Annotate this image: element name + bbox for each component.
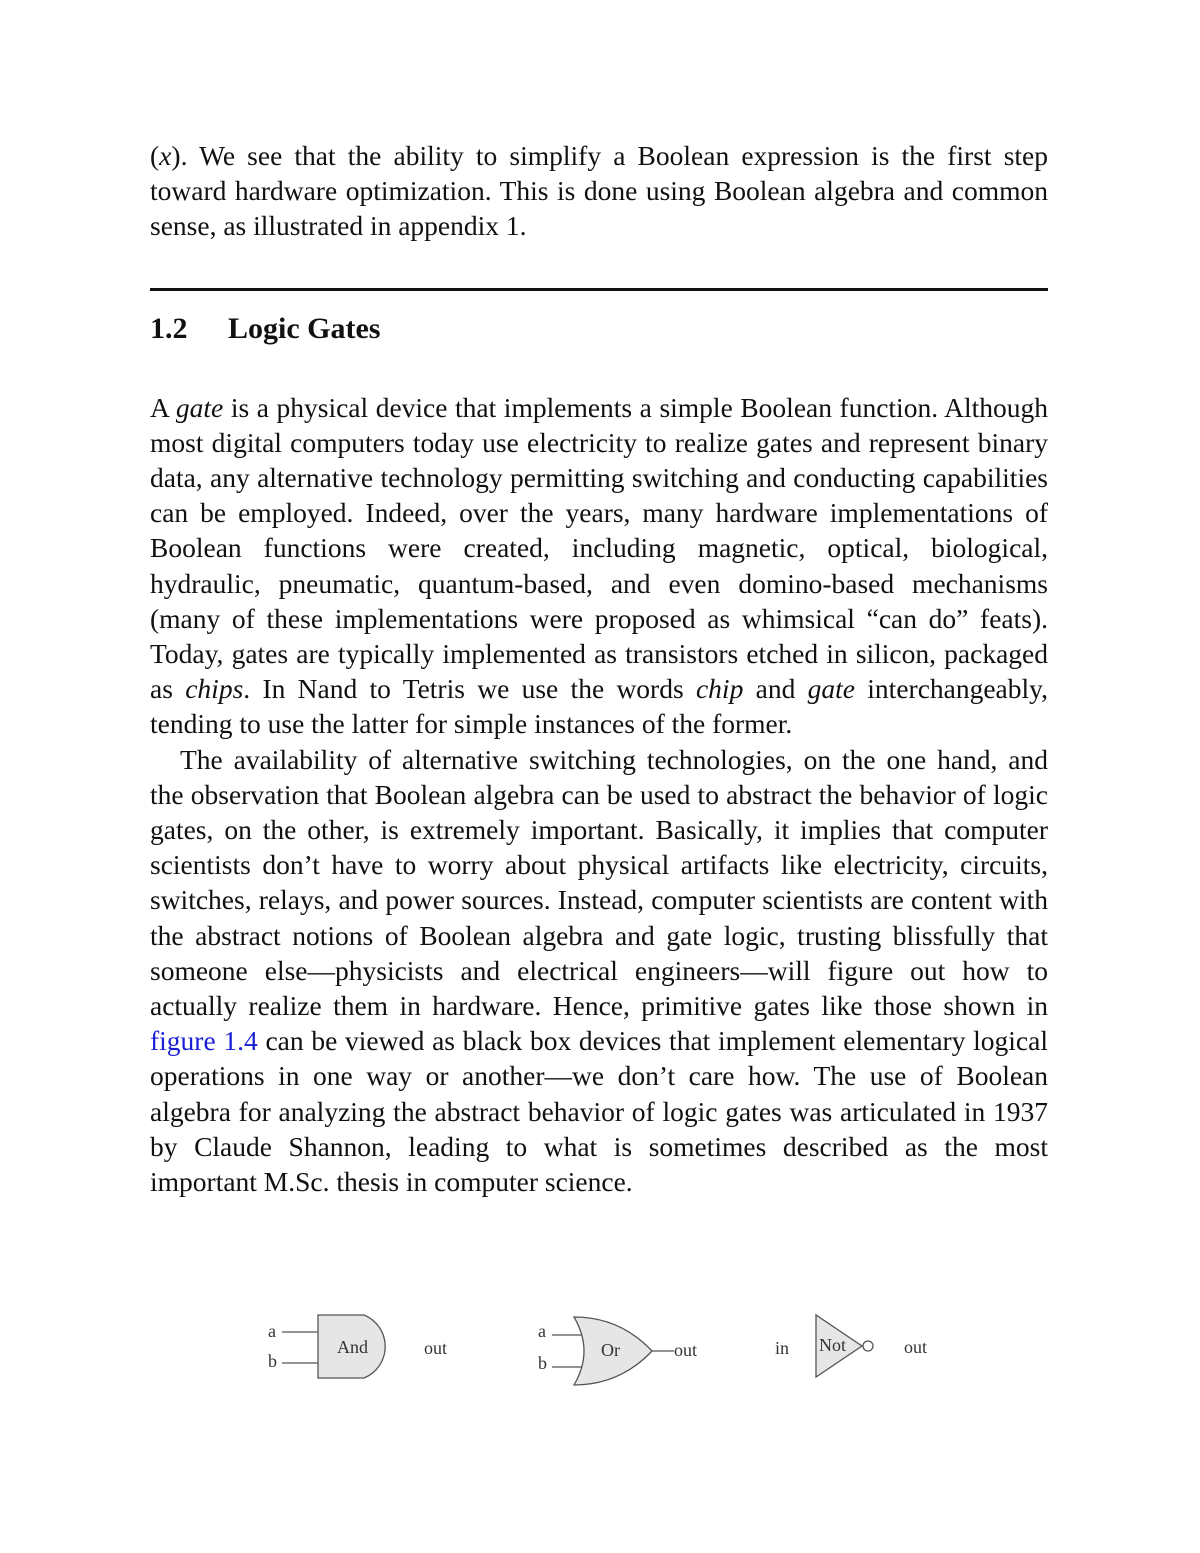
or-gate-label: Or [601, 1340, 620, 1360]
not-output-label: out [904, 1337, 928, 1357]
figure-link[interactable]: figure 1.4 [150, 1025, 258, 1057]
or-input-a-label: a [538, 1321, 546, 1341]
and-gate-label: And [337, 1337, 368, 1357]
section-rule [150, 288, 1048, 291]
figure-logic-gates [260, 1305, 940, 1395]
para2-text-1: The availability of alternative switching technologies, on the one hand, and the observation that Boolean algebra can be used to abstract the behavior of logic gates, on the other, is extremely important. Basically, it implies that computer scientists don’t have to worry about physical artifacts like electricity, circuits, switches, relays, and power sources. Instead, computer scientists are content with the abstract notions of Boolean algebra and gate logic, trusting blissfully that someone else—physicists and electrical engineers—will figure out how to actually realize them in hardware. Hence, primitive gates like those shown in [150, 743, 1048, 1022]
or-gate [538, 1317, 697, 1385]
and-output-label: out [424, 1338, 448, 1358]
term-chips: chips [185, 673, 244, 705]
not-input-label: in [775, 1338, 790, 1358]
page-content [150, 138, 1048, 1199]
intro-paragraph: (x). We see that the ability to simplify a Boolean expression is the first step toward hardware optimization. This is done using Boolean algebra and common sense, as illustrated in appendix 1. [150, 140, 1048, 242]
term-gate: gate [175, 391, 224, 423]
or-output-label: out [674, 1340, 698, 1360]
not-gate [775, 1315, 927, 1377]
para2-text-2: can be viewed as black box devices that implement elementary logical operations in one way or another—we don’t care how. The use of Boolean algebra for analyzing the abstract behavior of logic gates was articulated in 1937 by Claude Shannon, leading to what is sometimes described as the most important M.Sc. thesis in computer science. [150, 1025, 1048, 1198]
x-variable: x [159, 140, 172, 171]
section-title: Logic Gates [228, 311, 381, 345]
para1-text-2: is a physical device that implements a simple Boolean function. Although most digital computers today use electricity to realize gates and represent binary data, any alternative technology permitting switching and conducting capabilities can be employed. Indeed, over the years, many hardware implementations of Boolean functions were created, including magnetic, optical, biological, hydraulic, pneumatic, quantum-based, and even domino-based mechanisms (many of these implementations were proposed as whimsical “can do” feats). Today, gates are typically implemented as transistors etched in silicon, packaged as [150, 391, 1048, 705]
section-heading [150, 309, 1048, 349]
and-gate [268, 1315, 447, 1378]
section-number: 1.2 [150, 311, 188, 345]
term-gate-2: gate [807, 673, 855, 705]
intro-text: . We see that the ability to simplify a Boolean expression is the first step toward hardware optimization. This is done using Boolean algebra and common sense, as illustrated in appendix 1. [150, 140, 1048, 242]
term-chip: chip [695, 673, 744, 705]
or-input-b-label: b [538, 1353, 547, 1373]
paragraph-gates-definition [150, 390, 1048, 742]
para1-text-4: and [743, 673, 808, 705]
paragraph-abstraction [150, 742, 1048, 1200]
para1-text-1: A [150, 391, 176, 423]
not-gate-label: Not [819, 1335, 846, 1355]
and-input-b-label: b [268, 1351, 277, 1371]
and-input-a-label: a [268, 1321, 276, 1341]
not-inversion-bubble [863, 1341, 873, 1351]
para1-text-5: interchangeably, tending to use the latter for simple instances of the former. [150, 673, 1048, 740]
gates-diagram [260, 1305, 940, 1395]
para1-text-3: . In Nand to Tetris we use the words [243, 673, 696, 705]
